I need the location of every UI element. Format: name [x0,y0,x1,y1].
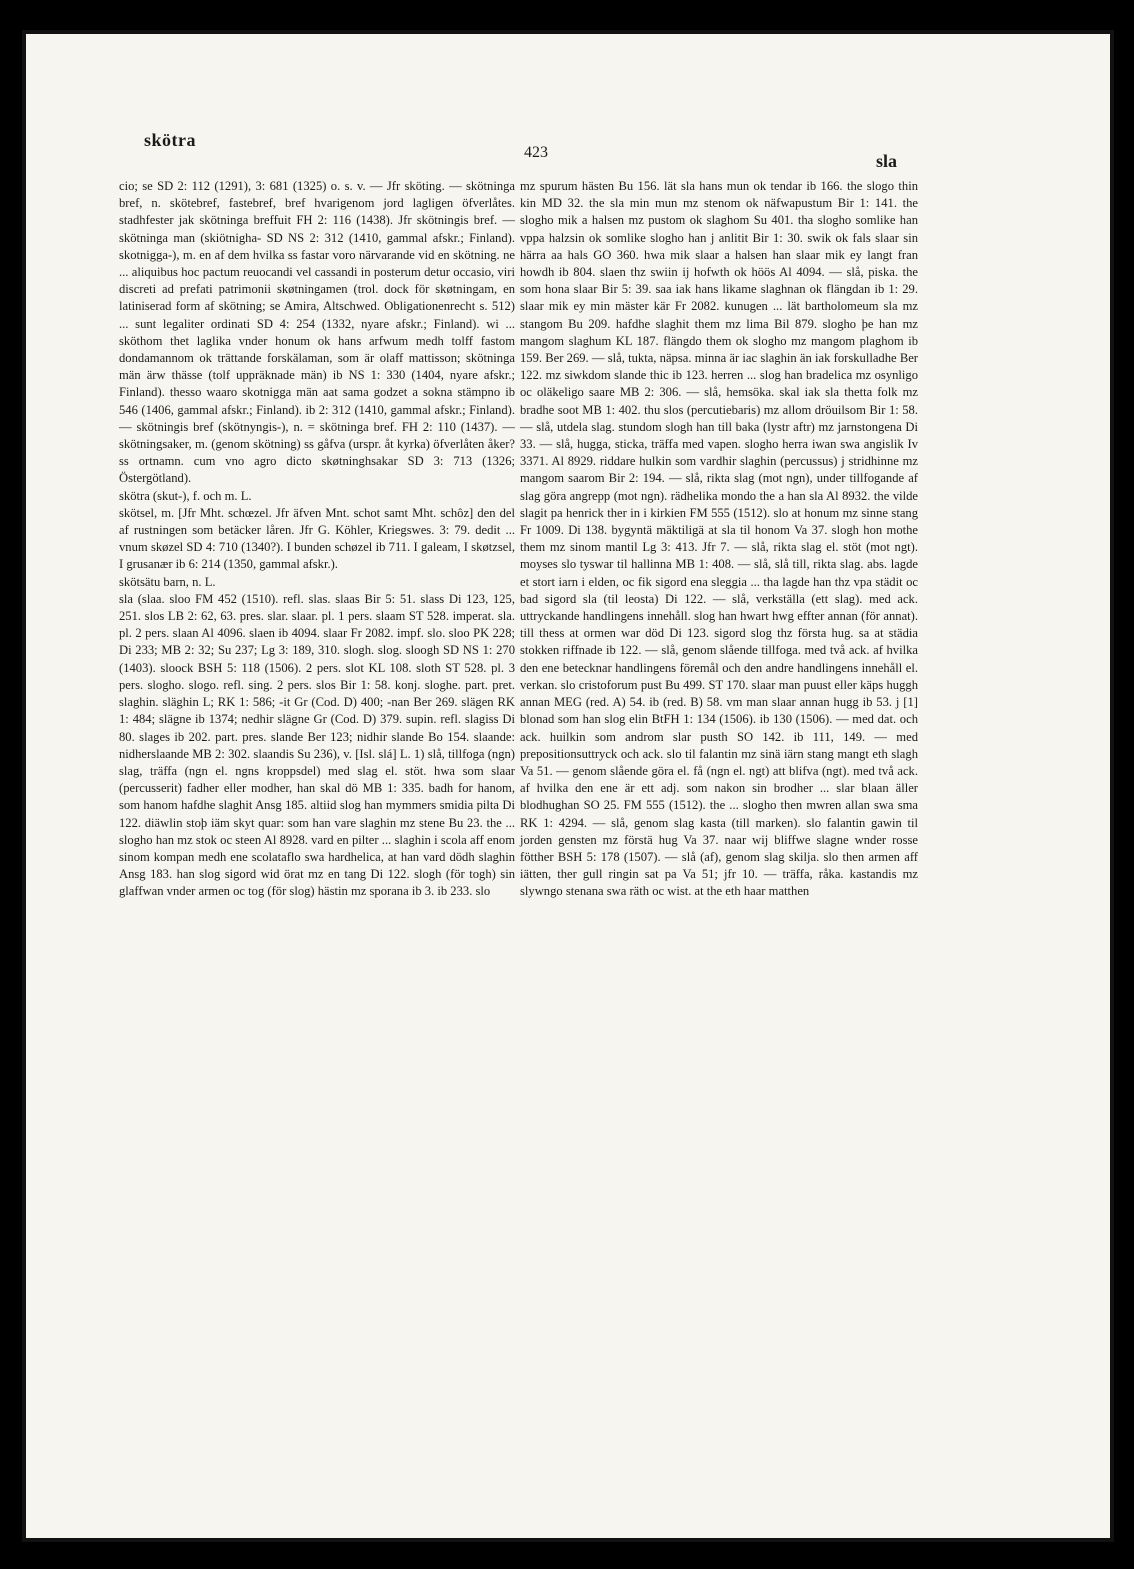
entry-paragraph: skötsätu barn, n. L. [119,574,216,589]
page-number: 423 [524,144,548,161]
right-column [520,178,918,901]
entry-paragraph: mz spurum hästen Bu 156. lät sla hans mun ok tendar ib 166. the slogo thin kin MD 32. the sla min mun mz stenom ok näfwapustum Bir 1: 141. the slogho mik a halsen mz pustom ok slaghom Su 401. tha slogho somlike han vppa halzsin ok somlike slogho han j anlitit Bir 1: 30. swik ok fals slaar sin härra aa hals GO 360. hwa mik slaar a halsen han slaar mik ey langt fran howdh ib 804. slaen thz swiin ij hofwth ok höös Al 4094. — slå, piska. the som hona slaar Bir 5: 39. saa iak hans likame slaghnan ok flängdan ib 1: 29. slaar mik ey min mäster kär Fr 2082. kunugen ... lät bartholomeum sla mz stangom Bu 209. hafdhe slaghit them mz lima Bil 879. slogho þe han mz mangom slaghum KL 187. flängdo them ok slogho mz mangom plaghom ib 159. Ber 269. — slå, tukta, näpsa. minna är iac slaghin än iak forskulladhe Ber 122. mz siwkdom slande thic ib 123. herren ... slog han bradelica mz osynligo oc oläkeligo saare MB 2: 306. — slå, hemsöka. skal iak sla thetta folk mz bradhe soot MB 1: 402. thu slos (percutiebaris) mz allom dröuilsom Bir 1: 58. — slå, utdela slag. stundom slogh han till baka (lystr aftr) mz jarnstongena Di 33. — slå, hugga, sticka, träffa med vapen. slogho herra iwan swa angislik Iv 3371. Al 8929. riddare hulkin som vardhir slaghin (percussus) j stridhinne mz mangom saarom Bir 2: 194. — slå, rikta slag (mot ngn), under tillfogande af slag göra angrepp (mot ngn). rädhelika mondo the a han sla Al 8932. the vilde slagit pa henrick ther in i kirkien FM 555 (1512). slo at honum mz sinne stang Fr 1009. Di 138. bygyntä mäktiligä at sla til honom Va 37. slogh hon mothe them mz sinom mantil Lg 3: 413. Jfr 7. — slå, rikta slag el. stöt (mot ngt). moyses slo tyswar til hallinna MB 1: 408. — slå, slå till, rikta slag. abs. lagde et stort iarn i elden, oc fik sigord ena sleggia ... tha lagde han thz vpa städit oc bad sigord sla (til leosta) Di 122. — slå, verkställa (ett slag). med ack. uttryckande handlingens innehåll. slog han hwart hwg effter annan (för annat). till thess at ormen war död Di 123. sigord slog thz första hug. sa at städia stokken riffnade ib 122. — slå, genom slående tillfoga. med två ack. af hvilka den ene betecknar handlingens föremål och den andre handlingens innehåll el. verkan. slo cristoforum pust Bu 499. ST 170. slaar man puust eller käps huggh annan MEG (red. A) 54. ib (red. B) 58. vm man slaar annan hugg ib 53. j [1] blonad som han slog elin BtFH 1: 134 (1506). ib 130 (1506). — med dat. och ack. huilkin som androm slar pusth SO 142. ib 111, 149. — med prepositionsuttryck och ack. slo til falantin mz sinä iärn stang mangt eth slagh Va 51. — genom slående göra el. få (ngn el. ngt) att blifva (ngt). med två ack. af hvilka den ene är ett adj. som nakon sin brodher ... slar blaan äller blodhughan SO 25. FM 555 (1512). the ... slogho then mwren allan swa sma RK 1: 4294. — slå, genom slag kasta (till marken). slo falantin gawin til jorden gensten mz förstä hug Va 37. naar wij bliffwe slagne wnder rosse fötther BSH 5: 178 (1507). — slå (af), genom slag skilja. slo then armen aff iätten, ther gull ringin sat pa Va 51; jfr 10. — träffa, råka. kastandis mz slywngo stenana swa räth oc wist. at the eth haar matthen [520,179,918,899]
dictionary-page [22,30,1114,1542]
left-column [119,178,515,901]
right-guide-word: sla [876,151,898,171]
left-guide-word: skötra [144,130,196,150]
entry-paragraph: cio; se SD 2: 112 (1291), 3: 681 (1325) o. s. v. — Jfr sköting. — skötninga bref, n. skötebref, fastebref, bref hvarigenom jord lagligen öfverlåtes. stadhfester jak skötninga breffuit FH 2: 116 (1438). Jfr skötningis bref. — skötninga man (skiötnigha- SD NS 2: 312 (1410, gammal afskr.; Finland). skotnigga-), m. en af dem hvilka ss fastar voro närvarande vid en skötning. ne ... aliquibus hoc pactum reuocandi vel cassandi in posterum detur occasio, viri discreti ad prefati patrimonii skøtningamen (trol. dock för skøtningam, en latiniserad form af skötning; se Amira, Altschwed. Obligationenrecht s. 512) ... sunt legaliter ordinati SD 4: 254 (1332, nyare afskr.; Finland). wi ... sköthom thet laglika vnder honum ok hans arfwum medh tolff fastom dondamannom ok trättande forskälaman, som är olaff mattisson; skötninga män ärw thässe (tolf uppräknade män) ib NS 1: 330 (1404, nyare afskr.; Finland). thesso waaro skotnigga män aat sama godzet a sokna stämpno ib 546 (1406, gammal afskr.; Finland). ib 2: 312 (1410, gammal afskr.; Finland). — skötningis bref (skötnyngis-), n. = skötninga bref. FH 2: 110 (1437). — skötningsaker, m. (genom skötning) ss gåfva (urspr. åt kyrka) öfverlåten åker? ss ortnamn. cum vno agro dicto skøtninghsakar SD 3: 713 (1326; Östergötland). [119,179,515,486]
entry-paragraph: sla (slaa. sloo FM 452 (1510). refl. slas. slaas Bir 5: 51. slass Di 123, 125, 251. slos LB 2: 62, 63. pres. slar. slaar. pl. 1 pers. slaam ST 528. imperat. sla. pl. 2 pers. slaan Al 4096. slaen ib 4094. slaar Fr 2082. impf. slo. sloo PK 228; Di 233; MB 2: 32; Su 237; Lg 3: 189, 310. slogh. slog. sloogh SD NS 1: 270 (1403). sloock BSH 5: 118 (1506). 2 pers. slot KL 108. sloth ST 528. pl. 3 pers. slogho. slogo. refl. sing. 2 pers. slos Bir 1: 58. konj. sloghe. part. pret. slaghin. släghin L; RK 1: 586; -it Gr (Cod. D) 400; -nan Ber 269. slägen RK 1: 484; slägne ib 1374; nedhir slägne Gr (Cod. D) 379. supin. refl. slagiss Di 80. slages ib 202. part. pres. slande Ber 123; nidhir slande Bo 154. slaande: nidherslaande MB 2: 302. slaandis Su 236), v. [Isl. slá] L. 1) slå, tillfoga (ngn) slag, träffa (ngn el. ngns kroppsdel) med slag el. stöt. hwa som slaar (percusserit) fadher eller modher, han skal dö MB 1: 335. badh for hanom, som hanom hafdhe slaghit Ansg 185. altiid slog han mymmers smidia pilta Di 122. diäwlin stoþ iäm skyt quar: som han vare slaghin mz stene Bu 23. the ... slogho han mz stok oc steen Al 8928. vard en pilter ... slaghin i scola aff enom sinom kompan medh ene scolataflo swa hardhelica, at han vard dödh slaghin Ansg 183. han slog sigord wid örat mz en tang Di 122. slogh (för togh) sin glaffwan vnder armen oc tog (för slog) hästin mz sporana ib 3. ib 233. slo [119,591,515,899]
entry-paragraph: skötra (skut-), f. och m. L. [119,488,252,503]
entry-paragraph: skötsel, m. [Jfr Mht. schœzel. Jfr äfven Mnt. schot samt Mht. schôz] den del af rustningen som betäcker låren. Jfr G. Köhler, Kriegswes. 3: 79. dedit ... vnum skøzel SD 4: 710 (1340?). I bunden schøzel ib 711. I galeam, I skøtzsel, I grusanær ib 6: 214 (1350, gammal afskr.). [119,505,515,572]
